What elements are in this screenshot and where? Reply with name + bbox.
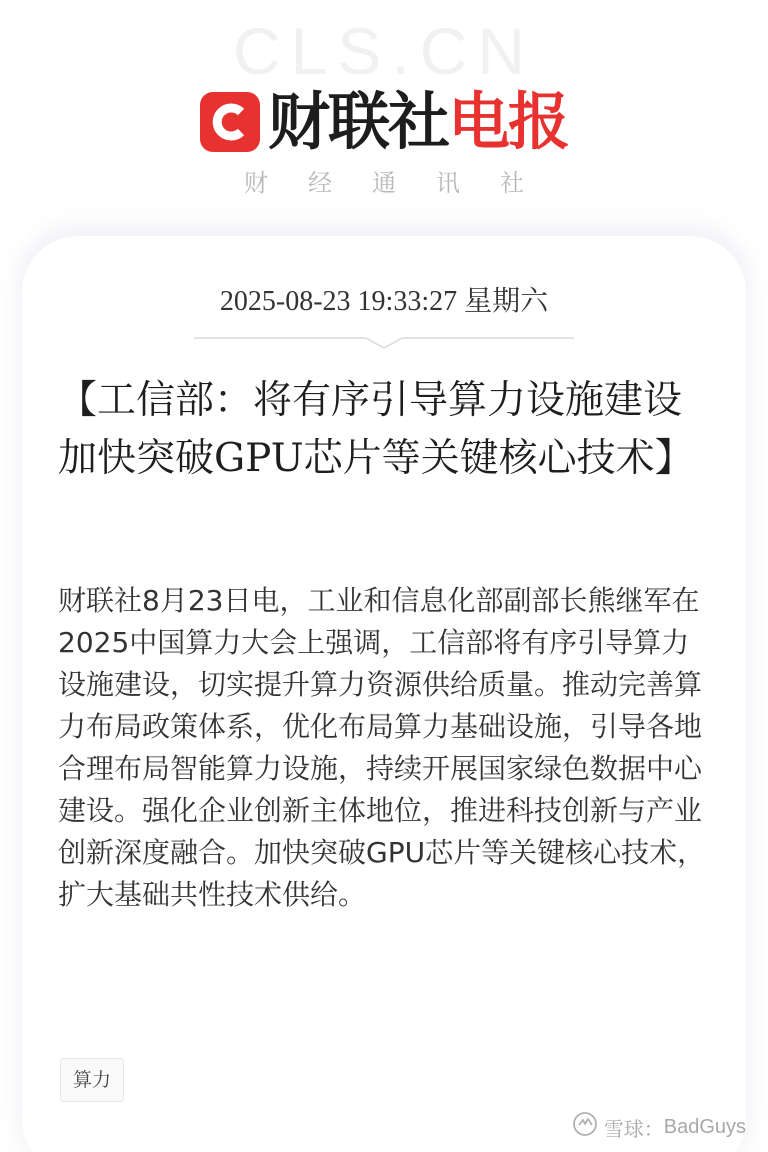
header-watermark: CLS.CN (232, 14, 536, 88)
snowball-icon (572, 1111, 598, 1143)
brand-tagline: 财经通讯社 (244, 169, 564, 197)
topic-tag[interactable]: 算力 (60, 1058, 124, 1102)
brand-logo (0, 84, 768, 160)
brand-name (267, 85, 569, 158)
article-headline: 【工信部：将有序引导算力设施建设 加快突破GPU芯片等关键核心技术】 (58, 378, 694, 481)
platform-watermark (572, 1112, 746, 1142)
watermark-platform: 雪球 (603, 1118, 644, 1141)
cls-logo-icon (200, 92, 260, 152)
date-divider (194, 336, 574, 350)
article-body: 财联社8月23日电，工业和信息化部副部长熊继军在2025中国算力大会上强调，工信部将有序引导算力设施建设，切实提升算力资源供给质量。推动完善算力布局政策体系，优化布局算力基础设施，引导各地合理布局智能算力设施，持续开展国家绿色数据中心建设。强化企业创新主体地位，推进科技创新与产业创新深度融合。加快突破GPU芯片等关键核心技术，扩大基础共性技术供给。 (58, 584, 706, 911)
watermark-user: BadGuys (663, 1115, 746, 1138)
watermark-separator: ： (643, 1118, 664, 1141)
brand-name-telegraph: 电报 (448, 85, 569, 158)
brand-name-main: 财联社 (267, 85, 448, 158)
brand-header (0, 0, 768, 230)
article-datetime: 2025-08-23 19:33:27 星期六 (219, 286, 549, 317)
